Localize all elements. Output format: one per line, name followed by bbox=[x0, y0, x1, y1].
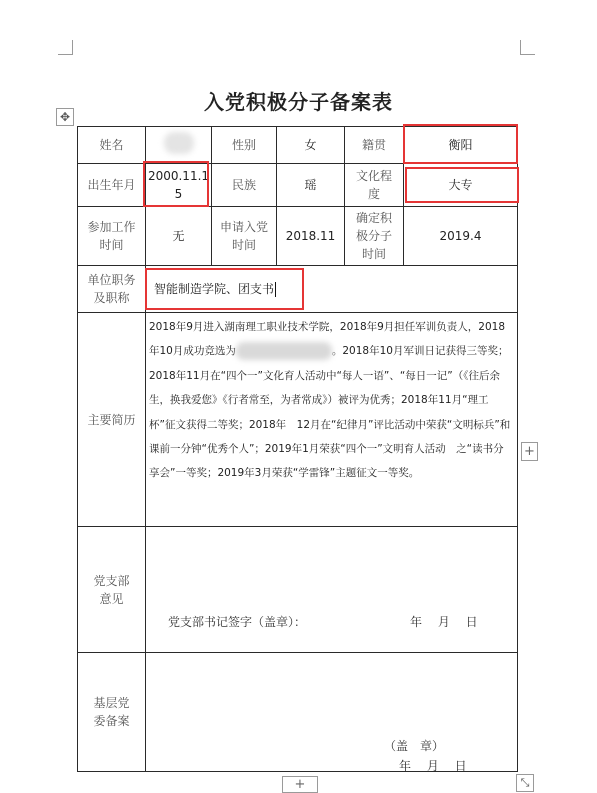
name-label: 姓名 bbox=[78, 127, 146, 164]
move-icon[interactable]: ✥ bbox=[56, 108, 74, 126]
birth-value-line2: 5 bbox=[174, 187, 183, 201]
add-column-button[interactable]: + bbox=[521, 442, 538, 461]
resume-text-part1: 2018年9月进入湖南理工职业技术学院，2018年9月担任军训负责人，2018年10月成功竞选为 bbox=[149, 321, 506, 358]
table-row bbox=[78, 164, 518, 207]
committee-record-label bbox=[78, 653, 146, 772]
ethnic-label: 民族 bbox=[212, 164, 277, 207]
crop-mark-top-left bbox=[58, 40, 73, 55]
redaction-blur bbox=[236, 342, 332, 360]
table-row bbox=[78, 127, 518, 164]
birth-value[interactable] bbox=[146, 164, 212, 207]
gender-value[interactable]: 女 bbox=[277, 127, 345, 164]
branch-date-text: 年 月 日 bbox=[410, 615, 478, 629]
resume-label: 主要简历 bbox=[78, 313, 146, 527]
table-row bbox=[78, 527, 518, 653]
table-row bbox=[78, 207, 518, 266]
table-row bbox=[78, 653, 518, 772]
committee-date-text: 年 月 日 bbox=[399, 759, 467, 773]
work-start-value[interactable]: 无 bbox=[146, 207, 212, 266]
page-title: 入党积极分子备案表 bbox=[204, 90, 393, 114]
unit-position-value[interactable] bbox=[146, 266, 518, 313]
confirm-date-value[interactable]: 2019.4 bbox=[404, 207, 518, 266]
branch-signature-text: 党支部书记签字（盖章）： bbox=[168, 615, 307, 629]
branch-opinion-label-text: 党支部意见 bbox=[93, 573, 130, 606]
apply-date-label: 申请入党时间 bbox=[212, 207, 277, 266]
work-start-label: 参加工作时间 bbox=[78, 207, 146, 266]
resize-icon[interactable]: ⤡ bbox=[516, 774, 534, 792]
education-value[interactable]: 大专 bbox=[404, 164, 518, 207]
table-row bbox=[78, 266, 518, 313]
unit-position-label: 单位职务及职称 bbox=[78, 266, 146, 313]
redaction-blur bbox=[164, 132, 194, 154]
record-table bbox=[77, 126, 518, 772]
origin-label: 籍贯 bbox=[345, 127, 404, 164]
committee-seal-text: （盖 章） bbox=[384, 739, 445, 753]
education-label: 文化程度 bbox=[345, 164, 404, 207]
origin-value[interactable]: 衡阳 bbox=[404, 127, 518, 164]
committee-record-label-text: 基层党委备案 bbox=[93, 696, 130, 728]
add-row-button[interactable]: + bbox=[282, 776, 318, 793]
unit-position-text: 智能制造学院、团支书 bbox=[154, 282, 275, 296]
text-cursor bbox=[275, 282, 276, 297]
resume-content[interactable] bbox=[146, 313, 518, 527]
name-value-redacted bbox=[146, 127, 212, 164]
birth-label: 出生年月 bbox=[78, 164, 146, 207]
confirm-date-label: 确定积极分子时间 bbox=[345, 207, 404, 266]
gender-label: 性别 bbox=[212, 127, 277, 164]
committee-record-content[interactable] bbox=[146, 653, 518, 772]
ethnic-value[interactable]: 瑶 bbox=[277, 164, 345, 207]
crop-mark-top-right bbox=[520, 40, 535, 55]
branch-opinion-label bbox=[78, 527, 146, 653]
table-row bbox=[78, 313, 518, 527]
branch-opinion-content[interactable] bbox=[146, 527, 518, 653]
apply-date-value[interactable]: 2018.11 bbox=[277, 207, 345, 266]
resume-text-part2: 。2018年10月军训日记获得三等奖；2018年11月在“四个一”文化育人活动中“每人一语”、“每日一记”（《往后余生，换我爱您》《行者常至，为者常成》）被评为优秀；2018年11月“理工杯”征文获得二等奖；2018年 12月在“纪律月”评比活动中荣获“文明标兵”和课前一分钟“优秀个人”；2019年1月荣获“四个一”文明育人活动 之“读书分享会”一等奖；2019年3月荣获“学雷锋”主题征文一等奖。 bbox=[149, 345, 511, 480]
birth-value-line1: 2000.11.1 bbox=[147, 169, 210, 183]
